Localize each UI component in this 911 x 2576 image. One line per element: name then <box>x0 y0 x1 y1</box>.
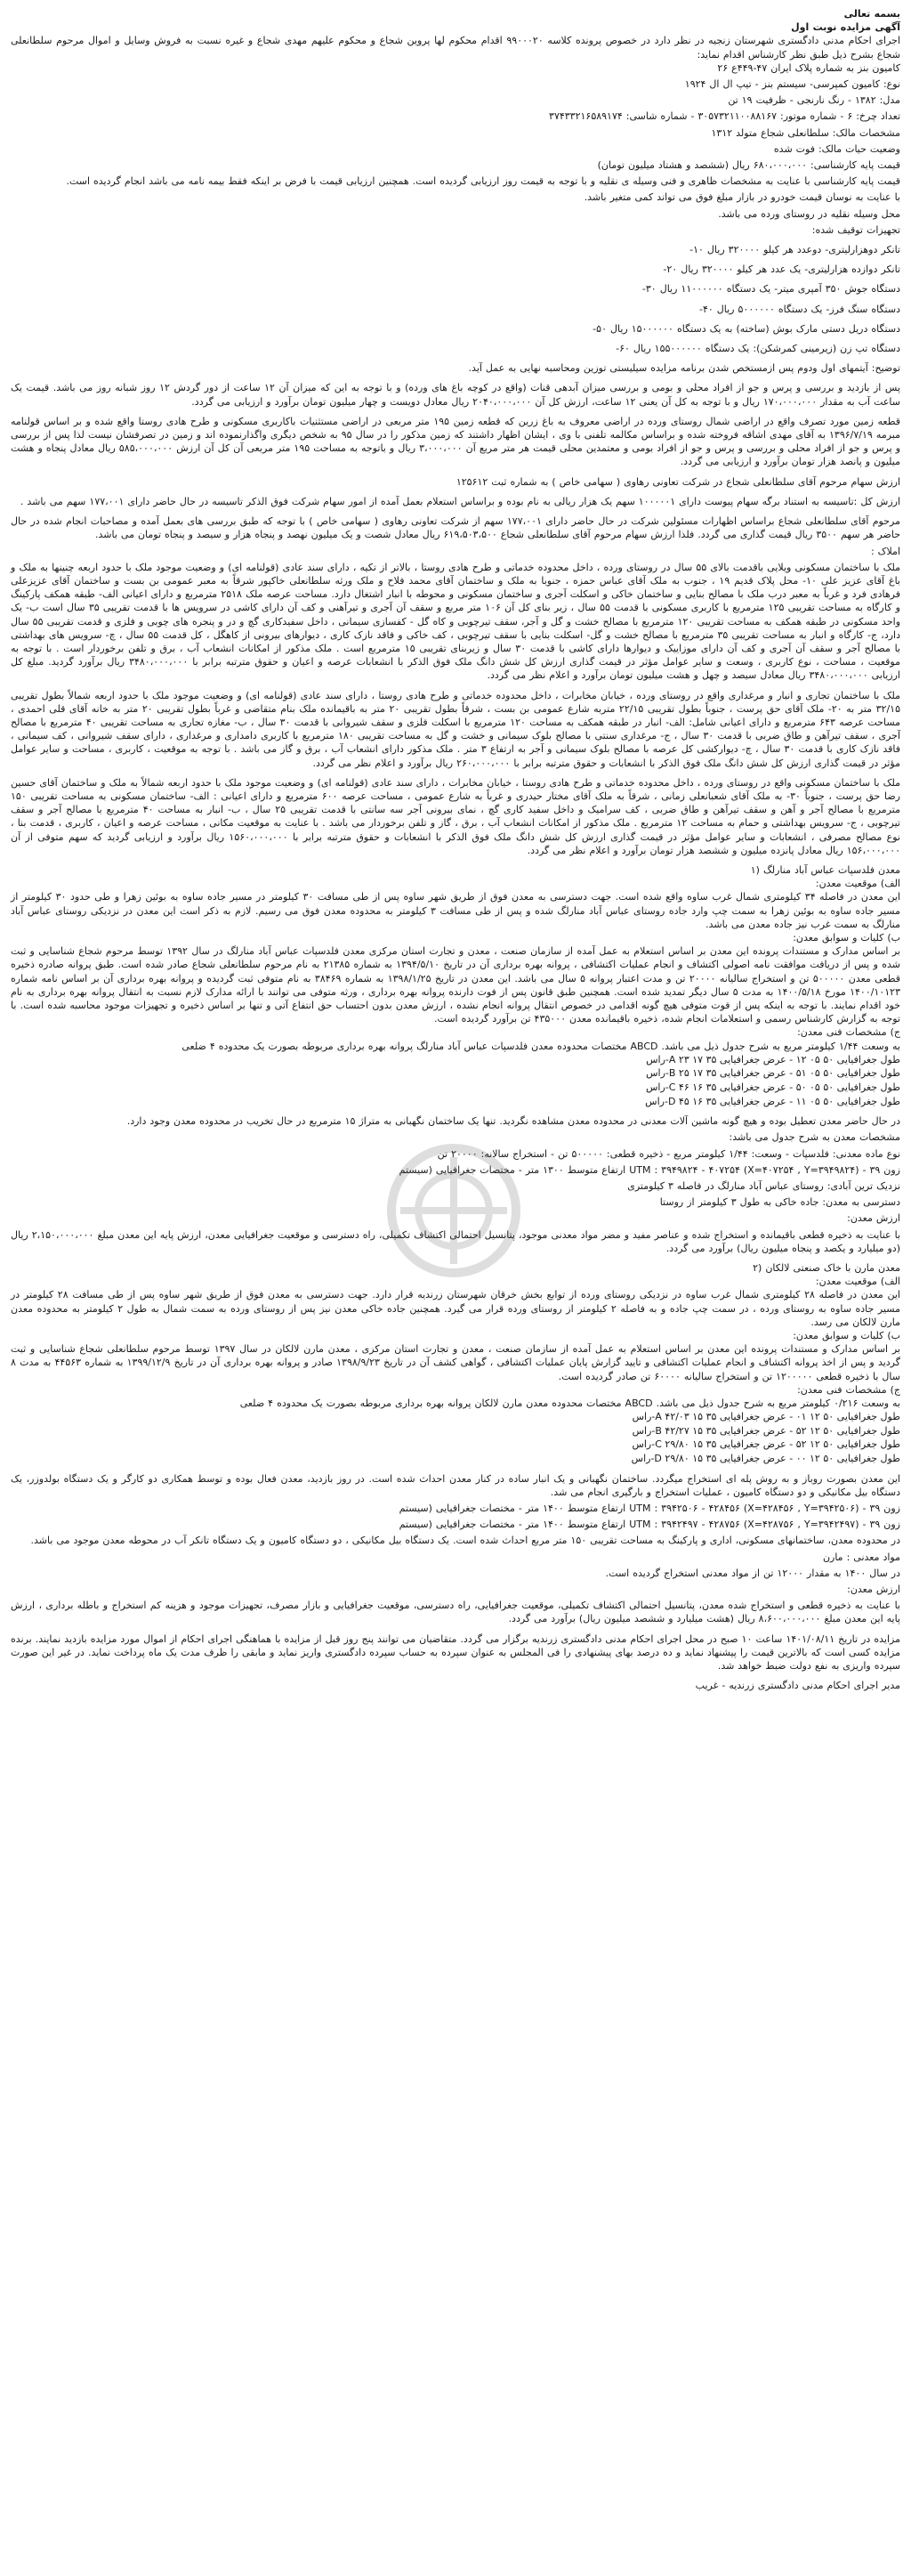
equipment-item: دستگاه تپ زن (زیرمینی کمرشکن): یک دستگاه ۱۵۵۰۰۰۰۰۰ ریال ۶۰- <box>616 343 900 355</box>
mine-detail-line: دسترسی به معدن: جاده خاکی به طول ۳ کیلومتر از روستا <box>659 1196 900 1209</box>
mine-detail-line: در حال حاضر معدن تعطیل بوده و هیچ گونه ماشین آلات معدنی در محدوده معدن مشاهده نگردید. تنها یک ساختمان نگهبانی به متراژ ۱۵ مترمربع در حال تخریب در محدوده معدن وجود دارد. <box>126 1115 900 1128</box>
shares-title: ارزش سهام مرحوم آقای سلطانعلی شجاع در شرکت تعاونی رهاوی ( سهامی خاص ) به شماره ثبت ۱۲۵۶۱۲ <box>456 475 900 488</box>
land-paragraph: قطعه زمین مورد تصرف واقع در اراضی شمال روستای ورده در اراضی معروف به باغ زرین که قطعه زمین ۱۹۵ متر مربعی در اراضی مستثنیات باکاربری مسکونی و طرح هادی روستا واقع شده و بر اساس قولنامه مبرمه ۱۳۹۶/۷/۱۹ به آقای مهدی اشاقه فروخته شده و براساس مکالمه تلفنی با وی ، ایشان اظهار داشتند که زمین مذکور را در سال ۹۵ به شخص دیگری واگذارنموده اند و زمین در تصرفشان نیست لذا پس از بررسی و پرس و جو از افراد محلی و بررسی و پرس و جو از افراد بومی و معتمدین محلی قیمت هر متر مربع آن ۳،۰۰۰،۰۰۰ ریال و باتوجه به مساحت ۱۹۵ متر مربعی آن کل آن ارزش ۵۸۵،۰۰۰،۰۰۰ ریال معادل پنجاه و هشت میلیون و پانصد هزار تومان برآورد و ارزیابی می گردد. <box>11 415 901 468</box>
notice-header-subtitle: آگهی مزایده نوبت اول <box>791 21 900 34</box>
mine-history-text: بر اساس مدارک و مستندات پرونده این معدن بر اساس استعلام به عمل آمده از سازمان صنعت ، معدن و تجارت استان مرکزی معدن فلدسپات عباس آباد منارلگ در سال ۱۳۹۲ توسط مرحوم شجاع شناسایی و ثبت شده و پس از دریافت موافقت نامه اصولی اکتشاف و انجام عملیات اکتشافی ، پروانه بهره برداری آن در تاریخ ۱۳۹۴/۵/۱۰ به شماره ۲۱۳۸۵ به نام مرحوم سلطانعلی شجاع صادر شده است. طبق پروانه صادره ذخیره قطعی معدن ۵۰۰۰۰۰ تن و استخراج سالیانه ۲۰۰۰۰ تن و مدت اعتبار پروانه ۵ سال می باشد. این معدن در تاریخ ۱۳۹۸/۱/۲۵ به شماره ۳۸۴۶۹ به نام متوفی ثبت گردیده و پروانه بهره برداری آن بر اساس نامه شماره ۱۴۰۰/۱۰۱۲۳ مورخ ۱۴۰۰/۵/۱۸ به مدت ۵ سال دیگر تمدید شده است. همچنین طبق قانون پس از فوت دارنده پروانه بهره برداری ، ورثه متوفی می توانند با ارائه مدارک لازم نسبت به انتقال پروانه بهره برداری به نام خود اقدام نمایند. با توجه به اینکه پس از فوت متوفی هیچ گونه اقدامی در خصوص انتقال پروانه انجام نشده ، ارزش معدن بدون احتساب حق انتفاع آتی و تنها بر اساس ذخیره و تجهیزات موجود محاسبه شده است. با توجه به گزارش کارشناس رسمی و استعلامات انجام شده، ذخیره باقیمانده معدن ۴۳۵۰۰۰ تن برآورد گردیده است. <box>11 945 900 1025</box>
shares-line: مرحوم آقای سلطانعلی شجاع براساس اظهارات مسئولین شرکت در حال حاضر دارای ۱۷۷،۰۰۱ سهم از شرکت تعاونی رهاوی ( سهامی خاص ) با توجه که طبق بررسی های بعمل آمده و مصاحبات انجام شده در حال حاضر هر سهم ۳۵۰۰ ریال قیمت گذاری می گردد. فلذا ارزش سهام مرحوم آقای سلطانعلی شجاع ۶۱۹،۵۰۳،۵۰۰ ریال معادل شصت و یک میلیون نهصد و پنجاه هزار و سیصد و پنجاه تومان می باشد. <box>11 515 900 541</box>
mine-detail-line: زون ۳۹ - UTM : ۳۹۴۲۴۹۷ - ۴۲۸۷۵۶ (X=۴۲۸۷۵۶ , Y=۳۹۴۲۴۹۷) ارتفاع متوسط ۱۴۰۰ متر - مختصات جغرافیایی (سیستم <box>399 1519 900 1531</box>
qanat-paragraph: پس از بازدید و بررسی و پرس و جو از افراد محلی و بومی و بررسی میزان آبدهی قنات (واقع در کوچه باغ های ورده) و با توجه به این که میزان آن ۱۲ ساعت از دور گردش ۱۲ روز شبانه روز می باشد. قیمت یک ساعت آب به مقدار ۱۷۰،۰۰۰،۰۰۰ ریال و با توجه به کل آن یعنی ۱۲ ساعت، ارزش کل آن ۲۰۴۰،۰۰۰،۰۰۰ ریال معادل دویست و چهار میلیون تومان برآورد و ارزیابی می گردد. <box>11 382 900 408</box>
shares-section <box>11 475 900 558</box>
valuation-line: قیمت پایه کارشناسی: ۶۸۰،۰۰۰،۰۰۰ ریال (ششصد و هشتاد میلیون تومان) <box>597 159 900 172</box>
properties-section <box>11 561 900 857</box>
mine-section-2 <box>11 1261 900 1626</box>
mine-value-heading: ارزش معدن: <box>847 1584 900 1596</box>
mine-value-text: با عنایت به ذخیره قطعی باقیمانده و استخراج شده و عناصر مفید و مضر مواد معدنی موجود، پتانسیل احتمالی اکتشاف تکمیلی، راه دسترسی و موقعیت جغرافیایی معدن، ارزش پایه این معدن مبلغ ۲،۱۵۰،۰۰۰،۰۰۰ ریال (دو میلیارد و یکصد و پنجاه میلیون ریال) برآورد می گردد. <box>11 1228 901 1254</box>
mine-location-text: این معدن در فاصله ۳۴ کیلومتری شمال غرب ساوه واقع شده است. جهت دسترسی به معدن فوق از طریق شهر ساوه پس از طی مسافت ۳۰ کیلومتر در مسیر جاده ساوه به بوئین زهرا و طی حدود ۳۰ کیلومتر از مسیر جاده ساوه به بوئین زهرا به سمت چپ وارد جاده روستای عباس آباد منارلگ شده و پس از طی مسافت ۳ کیلومتر به محدوده معدن فوق می رسیم. لازم به ذکر است این معدن در نزدیکی روستای عباس آباد منارلگ به سمت غرب نیز جاده معدن می باشد. <box>11 891 900 930</box>
valuation-section <box>11 158 900 221</box>
mine-value-heading: ارزش معدن: <box>847 1212 900 1225</box>
mine-specs-heading: ج) مشخصات فنی معدن: <box>797 1026 900 1039</box>
intro-line: تعداد چرخ: ۶ - شماره موتور: ۳۰۵۷۳۲۱۱۰۰۸۸۱۶۷ - شماره شاسی: ۳۷۴۳۳۲۱۶۵۸۹۱۷۴ <box>549 110 900 123</box>
mine-history-heading: ب) کلیات و سوابق معدن: <box>793 1330 900 1342</box>
valuation-line: با عنایت به نوسان قیمت خودرو در بازار مبلغ فوق می تواند کمی متغیر باشد. <box>584 191 900 204</box>
mine-detail-line: در سال ۱۴۰۰ به مقدار ۱۲۰۰۰ تن از مواد معدنی استخراج گردیده است. <box>605 1567 900 1579</box>
intro-line: وضعیت حیات مالک: فوت شده <box>773 142 900 155</box>
intro-line: مدل: ۱۳۸۲ - رنگ نارنجی - ظرفیت ۱۹ تن <box>728 94 900 107</box>
mine-location-heading: الف) موقعیت معدن: <box>815 1276 900 1288</box>
valuation-line: قیمت پایه کارشناسی با عنایت به مشخصات ظاهری و فنی وسیله ی نقلیه و با توجه به قیمت روز ارزیابی گردیده است. همچنین ارزیابی قیمت با فرض بر اینکه فقط بیمه نامه می باشد انجام گردیده است. <box>66 175 900 188</box>
property-paragraph: ملک با ساختمان تجاری و انبار و مرغداری واقع در روستای ورده ، خیابان مخابرات ، داخل محدوده خدماتی و طرح هادی روستا ، دارای سند عادی (قولنامه ای) و وضعیت موجود ملک با حدود اربعه شمالاً بطول تقریبی ۳۲/۱۵ متر به ۲۰- ملک آقای حق پرست ، جنوباً بطول تقریبی ۲۲/۱۵ متربه شارع عمومی بن بست ، شرقاً بطول تقریبی ۲۰ متر به باقیمانده ملک بنام متقاضی و غرباً بطول تقریبی ۲۰ متر به خانه آقای قلی احمدی ، مساحت عرصه ۶۴۳ مترمربع و دارای اعیانی شامل: الف- انبار در طبقه همکف به مساحت ۱۲۰ مترمربع با اسکلت فلزی و سقف شیروانی با قدمت ۳۰ سال ، ب- مغازه تجاری به مساحت تقریبی ۴۰ مترمربع با مصالح آجری ، سقف تیرآهن و طاق ضربی با قدمت ۳۰ سال ، ج- مرغداری سنتی با مصالح بلوک سیمانی و خشت و گل به مساحت تقریبی ۱۸۰ مترمربع با کاربری دامداری و مرغداری ، دارای سقف شیروانی ، کف سیمانی ، فاقد نازک کاری با قدمت ۳۰ سال ، چ- دیوارکشی کل عرصه با مصالح بلوک سیمانی و آجر به ارتفاع ۳ متر . ملک مذکور دارای انشعاب آب ، برق و گاز می باشد . با توجه به موقعیت ، کاربری ، مساحت و سایر عوامل مؤثر در قیمت گذاری ارزش کل شش دانگ ملک فوق الذکر با انشعابات و حقوق مترتبه برابر با ۲۶۰،۰۰۰،۰۰۰ ریال برآورد و اعلام نظر می گردد. <box>11 689 901 769</box>
equipment-title: تجهیزات توقیف شده: <box>811 223 900 236</box>
mine-coordinate-row: طول جغرافیایی ۵۰ ۱۲ ۵۲ - عرض جغرافیایی ۳۵ ۱۵ ۲۹/۸۰ C-راس <box>632 1438 900 1451</box>
mine-detail-line: زون ۳۹ - UTM : ۳۹۴۹۸۲۴ - ۴۰۷۲۵۴ (X=۴۰۷۲۵۴ , Y=۳۹۴۹۸۲۴) ارتفاع متوسط ۱۳۰۰ متر - مختصات جغرافیایی (سیستم <box>399 1163 900 1176</box>
mine-value-text: با عنایت به ذخیره قطعی و استخراج شده معدن، پتانسیل احتمالی اکتشاف تکمیلی، موقعیت جغرافیایی، راه دسترسی، موقعیت جغرافیایی و بازار مصرف، تجهیزات موجود و هزینه کم استخراج و باطله برداری ، ارزش پایه این معدن مبلغ ۸،۶۰۰،۰۰۰،۰۰۰ ریال (هشت میلیارد و ششصد میلیون ریال) برآورد می گردد. <box>11 1600 900 1625</box>
equipment-section <box>11 223 900 376</box>
mine-section-1 <box>11 863 900 1255</box>
intro-line: اجرای احکام مدنی دادگستری شهرستان زنجیه در نظر دارد در خصوص پرونده کلاسه ۹۹۰۰۰۲۰ اقدام محکوم لها پروین شجاع و محکوم علیهم مهدی شجاع و غیره نسبت به فروش وسایل و اموال مرحوم سلطانعلی شجاع بشرح ذیل طبق نظر کارشناس اقدام نماید: <box>11 35 901 61</box>
paragraphs-section <box>11 381 900 468</box>
shares-line: ارزش کل :تاسیسه به استناد برگه سهام پیوست دارای ۱۰۰۰۰۰۱ سهم یک هزار ریالی به نام بوده و براساس استعلام بعمل آمده از امور سهام شرکت فوق الذکر تاسیسه در حال حاضر دارای ۱۷۷،۰۰۱ سهم می باشد . <box>20 495 900 507</box>
mine-title: معدن مارن با خاک صنعتی لالکان (۲ <box>753 1262 900 1275</box>
mine-detail-line: در محدوده معدن، ساختمانهای مسکونی، اداری و پارکینگ به مساحت تقریبی ۱۵۰ متر مربع احداث شده است. یک دستگاه بیل مکانیکی ، دو دستگاه کامیون و یک دستگاه تانکر آب در محوطه معدن موجود می باشد. <box>30 1535 900 1547</box>
mine-detail-line: نزدیک ترین آبادی: روستای عباس آباد منارلگ در فاصله ۳ کیلومتری <box>627 1180 900 1192</box>
intro-line: نوع: کامیون کمپرسی- سیستم بنز - تیپ ال ال ۱۹۲۴ <box>684 78 900 91</box>
mine-history-heading: ب) کلیات و سوابق معدن: <box>793 931 900 944</box>
closing-paragraph: مزایده در تاریخ ۱۴۰۱/۰۸/۱۱ ساعت ۱۰ صبح در محل اجرای احکام مدنی دادگستری زرندیه برگزار می گردد. متقاضیان می توانند پنج روز قبل از مزایده با هماهنگی اجرای احکام از اموال مورد مزایده بازدید نمایند. برنده مزایده کسی است که بالاترین قیمت را پیشنهاد نماید و ده درصد بهای پیشنهادی را فی المجلس به عنوان سپرده به حساب سپرده دادگستری واریز نماید و مابقی را ظرف مدت یک ماه پرداخت نماید. در غیر این صورت سپرده واریزی به نفع دولت ضبط خواهد شد. <box>11 1632 900 1673</box>
equipment-item: دستگاه دریل دستی مارک بوش (ساخته) به یک دستگاه ۱۵۰۰۰۰۰۰ ریال ۵۰- <box>593 322 900 335</box>
notice-header-title: بسمه تعالی <box>843 8 900 20</box>
mine-coordinate-row: طول جغرافیایی ۵۰ ۱۲ ۰۱ - عرض جغرافیایی ۳۵ ۱۵ ۴۲/۰۳ A-راس <box>632 1411 900 1423</box>
equipment-item: دستگاه جوش ۳۵۰ آمپری میتر- یک دستگاه ۱۱۰۰۰۰۰۰ ریال ۳۰- <box>641 283 900 296</box>
equipment-item: دستگاه سنگ فرز- یک دستگاه ۵۰۰۰۰۰۰ ریال ۴۰- <box>698 303 900 315</box>
mine-title: معدن فلدسپات عباس آباد منارلگ (۱ <box>750 863 900 876</box>
intro-line: کامیون بنز به شماره پلاک ایران ۴۷-۴۴۹ع ۲۶ <box>717 61 900 74</box>
mine-location-heading: الف) موقعیت معدن: <box>815 878 900 890</box>
mine-coordinate-row: طول جغرافیایی ۵۰ ۰۵ ۱۲ - عرض جغرافیایی ۳۵ ۱۷ ۲۳ A-راس <box>646 1053 900 1065</box>
mine-detail-line: مشخصات معدن به شرح جدول می باشد: <box>729 1131 900 1144</box>
equipment-item: تانکر دوازده هزارلیتری- یک عدد هر کیلو ۳۲۰۰۰۰ ریال ۲۰- <box>663 263 900 276</box>
mine-specs-text: به وسعت ۰/۲۱۶ کیلومتر مربع به شرح جدول ذیل می باشد. ABCD مختصات محدوده معدن مارن لالکان پروانه بهره برداری مربوطه بصورت یک محدوده ۴ ضلعی <box>239 1397 900 1410</box>
intro-line: مشخصات مالک: سلطانعلی شجاع متولد ۱۳۱۲ <box>711 126 900 139</box>
mine-coordinate-row: طول جغرافیایی ۵۰ ۱۲ ۵۲ - عرض جغرافیایی ۳۵ ۱۵ ۴۲/۲۷ B-راس <box>632 1424 900 1437</box>
property-paragraph: ملک با ساختمان مسکونی واقع در روستای ورده ، داخل محدوده خدماتی و طرح هادی روستا ، خیابان مخابرات ، دارای سند عادی (قولنامه ای) و وضعیت موجود ملک با حدود اربعه شمالاً به ملک و ساختمان آقای حسین رضا حق پرست ، جنوباً ۳۰- به ملک آقای شعبانعلی زمانی ، شرقاً به ملک آقای مختار حیدری و غرباً به شارع عمومی ، مساحت عرصه ۶۰۰ مترمربع و دارای اعیانی : الف- ساختمان مسکونی به مساحت تقریبی ۱۵۰ مترمربع با مصالح آجر و آهن و سقف تیرآهن و طاق ضربی ، کف سرامیک و داخل سفید کاری گچ ، نمای بیرونی آجر سه سانتی با قدمت تقریبی ۲۵ سال ، ب- انبار به مساحت ۴۰ مترمربع با مصالح آجر و سقف تیرچوبی ، ج- سرویس بهداشتی و حمام به مساحت ۱۲ مترمربع . ملک مذکور از امکانات انشعاب آب ، برق ، گاز و تلفن برخوردار می باشد . با عنایت به موقعیت مکانی ، مساحت عرصه و اعیان ، کاربری ، قدمت بنا ، نوع مصالح مصرفی ، انشعابات و سایر عوامل مؤثر در قیمت گذاری ارزش کل شش دانگ ملک فوق الذکر با انشعابات و حقوق مترتبه برابر با ۱۵۶۰،۰۰۰،۰۰۰ ریال برآورد و ارزیابی گردید که سهم متوفی از آن ۱۵۶،۰۰۰،۰۰۰ ریال معادل پانزده میلیون و ششصد هزار تومان برآورد و اعلام نظر می گردد. <box>11 776 900 856</box>
properties-heading: املاک : <box>870 545 900 557</box>
closing-section <box>11 1632 900 1693</box>
mine-specs-text: به وسعت ۱/۴۴ کیلومتر مربع به شرح جدول ذیل می باشد. ABCD مختصات محدوده معدن فلدسپات عباس آباد منارلگ پروانه بهره برداری مربوطه بصورت یک محدوده ۴ ضلعی <box>181 1040 900 1052</box>
intro-section <box>11 34 900 156</box>
mine-detail-line: نوع ماده معدنی: فلدسپات - وسعت: ۱/۴۴ کیلومتر مربع - ذخیره قطعی: ۵۰۰۰۰۰ تن - استخراج سالانه: ۲۰۰۰۰ تن <box>437 1147 900 1160</box>
valuation-line: محل وسیله نقلیه در روستای ورده می باشد. <box>718 207 900 220</box>
mine-detail-line: این معدن بصورت روباز و به روش پله ای استخراج میگردد. ساختمان نگهبانی و یک انبار ساده در کنار معدن احداث شده است. در روز بازدید، معدن فعال بوده و توسط همکاری دو کارگر و یک دستگاه بولدوزر، یک دستگاه بیل مکانیکی و دو دستگاه کامیون ، عملیات استخراج و بارگیری انجام می شد. <box>11 1472 900 1498</box>
mine-specs-heading: ج) مشخصات فنی معدن: <box>797 1383 900 1396</box>
mine-coordinate-row: طول جغرافیایی ۵۰ ۰۵ ۵۱ - عرض جغرافیایی ۳۵ ۱۷ ۲۵ B-راس <box>646 1067 900 1080</box>
equipment-note: توضیح: آیتمهای اول ودوم پس ازمستخص شدن برنامه مزایده سیلیستی توزین ومحاسبه نهایی به عمل آید. <box>468 362 900 375</box>
equipment-item: تانکر دوهزارلیتری- دوعدد هر کیلو ۳۲۰۰۰۰ ریال ۱۰- <box>689 244 900 256</box>
mine-location-text: این معدن در فاصله ۲۸ کیلومتری شمال غرب ساوه در نزدیکی روستای ورده از توابع بخش خرقان شهرستان زرندیه قرار دارد. جهت دسترسی به معدن فوق از طریق شهر ساوه پس از طی مسافت ۲۸ کیلومتر در مسیر جاده ساوه به روستای ورده ، در سمت چپ جاده و به فاصله ۲ کیلومتر از روستای ورده قرار می گیرد. همچنین جاده خاکی معدن نیز پس از روستای ورده به سمت شمال به طول ۲ کیلومتر به محدوده معدن مارن لالکان می رسد. <box>11 1289 900 1328</box>
mine-coordinate-row: طول جغرافیایی ۵۰ ۱۲ ۰۰ - عرض جغرافیایی ۳۵ ۱۵ ۲۹/۸۰ D-راس <box>631 1453 900 1465</box>
mine-detail-line: زون ۳۹ - UTM : ۳۹۴۲۵۰۶ - ۴۲۸۴۵۶ (X=۴۲۸۴۵۶ , Y=۳۹۴۲۵۰۶) ارتفاع متوسط ۱۴۰۰ متر - مختصات جغرافیایی (سیستم <box>399 1503 900 1515</box>
mine-history-text: بر اساس مدارک و مستندات پرونده این معدن بر اساس استعلام به عمل آمده از سازمان صنعت ، معدن و تجارت استان مرکزی ، معدن مارن لالکان در سال ۱۳۹۷ توسط مرحوم سلطانعلی شجاع شناسایی و ثبت گردید و پس از اخذ پروانه اکتشاف و انجام عملیات اکتشافی و تایید گزارش پایان عملیات اکتشافی ، گواهی کشف آن در تاریخ ۱۳۹۸/۹/۲۳ صادر و پروانه بهره برداری آن در تاریخ ۱۳۹۹/۱۲/۹ به شماره ۴۴۵۶۳ به مدت ۸ سال با ذخیره قطعی ۱۲۰۰۰۰۰ تن و استخراج سالیانه ۶۰۰۰۰ تن صادر گردیده است. <box>11 1343 900 1382</box>
property-paragraph: ملک با ساختمان مسکونی ویلایی باقدمت بالای ۵۵ سال در روستای ورده ، داخل محدوده خدماتی و طرح هادی روستا ، بالاتر از تکیه ، دارای سند عادی (قولنامه ای) و وضعیت موجود ملک با حدود اربعه چنینها به ملک و باغ آقای عزیز علی ۱۰- محل پلاک قدیم ۱۹ ، جنوب به ملک آقای عباس حمزه ، جنوبا به ملک و ساختمان آقای محمد فلاح و ملک ورثه سلطانعلی خاکپور شرقاً به معبر عمومی بن بست و ساختمان آقای عزیزعلی فرهادی فرد و غرباً به معبر درب ملک با مصالح بنایی و ساختمان خاکی و اسکلت آجری و ساختمان مسکونی و محوطه با انبار اشتغال دارد. مساحت عرصه ملک ۲۵۱۸ مترمربع و دارای اعیانی الف- طبقه همکف پارکینگ و کارگاه به مساحت تقریبی ۱۲۵ مترمربع با کاربری مسکونی با قدمت ۵۵ سال ، زیر بنای کل آن ۱۰۶ متر مربع و سقف آن آجری و تیرآهنی و کف آن دارای کاشی در سرویس ها با قدمت تقریبی ۳۵ سال است ب- یک واحد مسکونی در طبقه همکف به مساحت تقریبی ۱۲۰ مترمربع با مصالح خشت و گل و آجر، سقف تیرچوبی و کاه گل - کفسازی سیمانی ، داخل سفیدکاری گچ و در و پنجره های چوبی و فلزی و قدمت تقریبی ۵۵ سال دارد، ج- کارگاه و انبار به مساحت تقریبی ۳۵ مترمربع با مصالح خشت و گل- اسکلت بنایی با سقف تیرچوبی ، کف خاکی و فاقد نازک کاری ، دیوارهای بیرونی از کاهگل ، کل قدمت ۵۵ سال ، چ- سرویس های بهداشتی با مصالح آجر و سقف آن آجری و کف آن دارای موزاییک و دیوارها دارای کاشی با قدمت ۳۰ سال و زیربنای تقریبی ۱۵ مترمربع است . ملک مذکور از امکانات انشعاب آب ، برق و تلفن برخوردار است . با توجه به موقعیت ، مساحت ، نوع کاربری ، وسعت و سایر عوامل مؤثر در قیمت گذاری ارزش کل شش دانگ ملک فوق الذکر با انشعابات عرصه و اعیان و حقوق مترتبه برابر با ۳۴۸۰،۰۰۰،۰۰۰ ریال برآورد گردید. مبلغ کل ارزیابی ۳۴۸۰،۰۰۰،۰۰۰ ریال معادل سیصد و چهل و هشت میلیون تومان برآورد و اعلام نظر می گردد. <box>11 561 901 682</box>
mine-coordinate-row: طول جغرافیایی ۵۰ ۰۵ ۵۰ - عرض جغرافیایی ۳۵ ۱۶ ۴۶ C-راس <box>645 1081 900 1093</box>
mine-detail-line: مواد معدنی : مارن <box>822 1551 900 1563</box>
signature: مدیر اجرای احکام مدنی دادگستری زرندیه - غریب <box>695 1680 900 1692</box>
mine-coordinate-row: طول جغرافیایی ۵۰ ۰۵ ۱۱ - عرض جغرافیایی ۳۵ ۱۶ ۴۵ D-راس <box>645 1095 900 1107</box>
